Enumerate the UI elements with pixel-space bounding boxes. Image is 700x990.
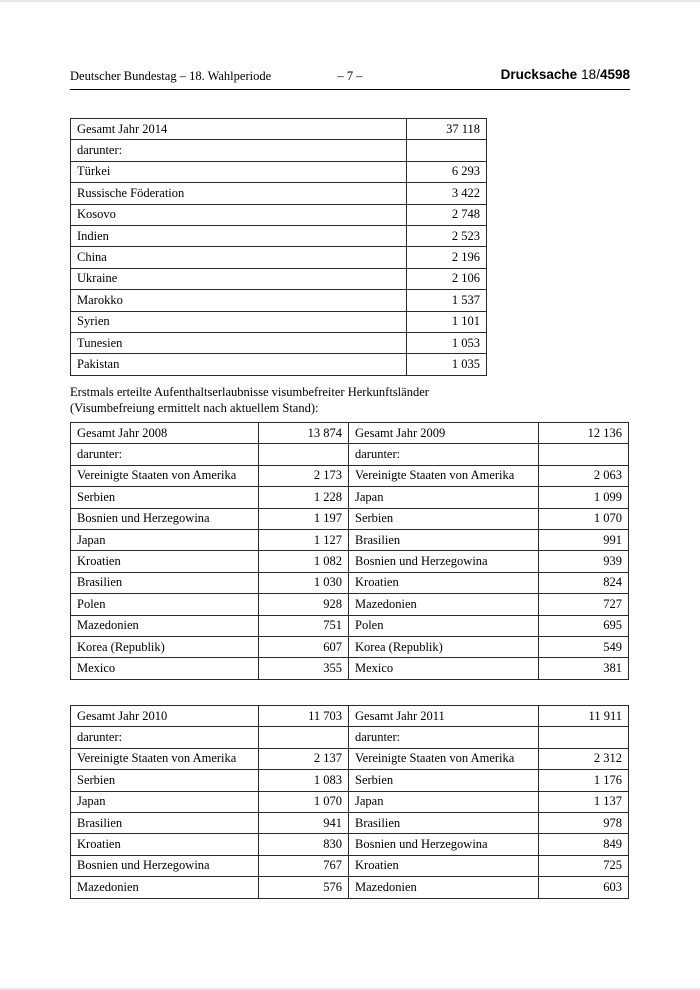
value-cell-left: 1 127 bbox=[259, 529, 349, 550]
country-cell-right: Brasilien bbox=[349, 812, 539, 833]
table-2014 bbox=[70, 118, 487, 376]
country-cell-left: Gesamt Jahr 2008 bbox=[71, 423, 259, 444]
country-cell-right: Korea (Republik) bbox=[349, 636, 539, 657]
country-cell-right: Vereinigte Staaten von Amerika bbox=[349, 748, 539, 769]
drucksache-session: 18/ bbox=[581, 67, 600, 82]
page-header bbox=[70, 68, 630, 86]
value-cell-right: 1 070 bbox=[539, 508, 629, 529]
value-cell-right: 2 063 bbox=[539, 465, 629, 486]
value-cell: 2 523 bbox=[407, 225, 487, 246]
country-cell: Tunesien bbox=[71, 332, 407, 353]
value-cell: 1 035 bbox=[407, 354, 487, 375]
country-cell-left: Bosnien und Herzegowina bbox=[71, 508, 259, 529]
table-row bbox=[71, 332, 487, 353]
country-cell-left: Korea (Republik) bbox=[71, 636, 259, 657]
value-cell-right bbox=[539, 444, 629, 465]
drucksache-label: Drucksache bbox=[500, 67, 578, 82]
value-cell-right bbox=[539, 727, 629, 748]
value-cell-right: 1 176 bbox=[539, 770, 629, 791]
country-cell-left: Brasilien bbox=[71, 812, 259, 833]
table-row bbox=[71, 183, 487, 204]
country-cell-right: Polen bbox=[349, 615, 539, 636]
country-cell-right: Bosnien und Herzegowina bbox=[349, 551, 539, 572]
value-cell: 2 106 bbox=[407, 268, 487, 289]
value-cell-right: 2 312 bbox=[539, 748, 629, 769]
country-cell-right: Mazedonien bbox=[349, 594, 539, 615]
header-drucksache bbox=[501, 67, 630, 82]
value-cell: 6 293 bbox=[407, 161, 487, 182]
value-cell: 1 053 bbox=[407, 332, 487, 353]
country-cell-left: Kroatien bbox=[71, 551, 259, 572]
value-cell-left: 928 bbox=[259, 594, 349, 615]
country-cell-left: Serbien bbox=[71, 770, 259, 791]
value-cell-right: 727 bbox=[539, 594, 629, 615]
value-cell-left: 1 228 bbox=[259, 487, 349, 508]
table-row bbox=[71, 225, 487, 246]
table-row bbox=[71, 161, 487, 182]
value-cell-left: 1 197 bbox=[259, 508, 349, 529]
country-cell-right: Vereinigte Staaten von Amerika bbox=[349, 465, 539, 486]
country-cell-right: Mazedonien bbox=[349, 877, 539, 898]
table-row bbox=[71, 727, 629, 748]
table-row bbox=[71, 855, 629, 876]
country-cell-left: darunter: bbox=[71, 727, 259, 748]
country-cell: Ukraine bbox=[71, 268, 407, 289]
table-row bbox=[71, 770, 629, 791]
country-cell: Gesamt Jahr 2014 bbox=[71, 119, 407, 140]
table-row bbox=[71, 444, 629, 465]
value-cell-right: 939 bbox=[539, 551, 629, 572]
country-cell-left: Mazedonien bbox=[71, 877, 259, 898]
table-row bbox=[71, 658, 629, 679]
country-cell: Syrien bbox=[71, 311, 407, 332]
table-row bbox=[71, 268, 487, 289]
country-cell-left: Mexico bbox=[71, 658, 259, 679]
country-cell: Kosovo bbox=[71, 204, 407, 225]
value-cell-right: 549 bbox=[539, 636, 629, 657]
table-row bbox=[71, 508, 629, 529]
country-cell-left: Polen bbox=[71, 594, 259, 615]
country-cell-left: Serbien bbox=[71, 487, 259, 508]
country-cell: darunter: bbox=[71, 140, 407, 161]
table-2014-body bbox=[71, 119, 487, 376]
table-row bbox=[71, 354, 487, 375]
header-publisher: Deutscher Bundestag – 18. Wahlperiode bbox=[70, 69, 272, 83]
table-row bbox=[71, 594, 629, 615]
country-cell-right: Brasilien bbox=[349, 529, 539, 550]
value-cell: 3 422 bbox=[407, 183, 487, 204]
table-row bbox=[71, 551, 629, 572]
table-row bbox=[71, 834, 629, 855]
value-cell: 1 101 bbox=[407, 311, 487, 332]
value-cell-right: 824 bbox=[539, 572, 629, 593]
value-cell-left: 576 bbox=[259, 877, 349, 898]
value-cell-right: 695 bbox=[539, 615, 629, 636]
table-2008-2009-body bbox=[71, 423, 629, 680]
value-cell-left: 941 bbox=[259, 812, 349, 833]
country-cell: Pakistan bbox=[71, 354, 407, 375]
value-cell-left: 830 bbox=[259, 834, 349, 855]
country-cell-right: Serbien bbox=[349, 770, 539, 791]
value-cell-right: 603 bbox=[539, 877, 629, 898]
table-row bbox=[71, 140, 487, 161]
value-cell-right: 11 911 bbox=[539, 706, 629, 727]
value-cell: 37 118 bbox=[407, 119, 487, 140]
value-cell-right: 1 137 bbox=[539, 791, 629, 812]
table-row bbox=[71, 791, 629, 812]
table-row bbox=[71, 877, 629, 898]
table-row bbox=[71, 204, 487, 225]
country-cell-left: Bosnien und Herzegowina bbox=[71, 855, 259, 876]
intro-paragraph bbox=[70, 385, 429, 416]
table-row bbox=[71, 119, 487, 140]
country-cell-left: darunter: bbox=[71, 444, 259, 465]
value-cell-right: 12 136 bbox=[539, 423, 629, 444]
value-cell-left bbox=[259, 444, 349, 465]
table-row bbox=[71, 636, 629, 657]
value-cell-left: 11 703 bbox=[259, 706, 349, 727]
page-edge-top bbox=[0, 0, 700, 2]
table-row bbox=[71, 529, 629, 550]
country-cell-left: Japan bbox=[71, 529, 259, 550]
value-cell-left: 767 bbox=[259, 855, 349, 876]
value-cell-left: 2 137 bbox=[259, 748, 349, 769]
intro-line-1: Erstmals erteilte Aufenthaltserlaubnisse visumbefreiter Herkunftsländer bbox=[70, 385, 429, 399]
value-cell-right: 725 bbox=[539, 855, 629, 876]
value-cell-left bbox=[259, 727, 349, 748]
value-cell-left: 13 874 bbox=[259, 423, 349, 444]
value-cell-left: 1 082 bbox=[259, 551, 349, 572]
header-rule bbox=[70, 89, 630, 90]
table-row bbox=[71, 465, 629, 486]
table-row bbox=[71, 572, 629, 593]
country-cell: Indien bbox=[71, 225, 407, 246]
value-cell-left: 355 bbox=[259, 658, 349, 679]
country-cell-right: Japan bbox=[349, 791, 539, 812]
table-2010-2011 bbox=[70, 705, 629, 899]
value-cell-right: 381 bbox=[539, 658, 629, 679]
table-row bbox=[71, 487, 629, 508]
value-cell: 2 748 bbox=[407, 204, 487, 225]
value-cell-left: 2 173 bbox=[259, 465, 349, 486]
country-cell-right: Kroatien bbox=[349, 855, 539, 876]
value-cell-left: 607 bbox=[259, 636, 349, 657]
country-cell-right: Gesamt Jahr 2011 bbox=[349, 706, 539, 727]
value-cell-left: 1 030 bbox=[259, 572, 349, 593]
value-cell-left: 1 083 bbox=[259, 770, 349, 791]
country-cell-right: Kroatien bbox=[349, 572, 539, 593]
country-cell-left: Vereinigte Staaten von Amerika bbox=[71, 748, 259, 769]
table-row bbox=[71, 615, 629, 636]
country-cell-left: Brasilien bbox=[71, 572, 259, 593]
value-cell-right: 978 bbox=[539, 812, 629, 833]
table-row bbox=[71, 812, 629, 833]
value-cell bbox=[407, 140, 487, 161]
value-cell-right: 991 bbox=[539, 529, 629, 550]
country-cell-left: Mazedonien bbox=[71, 615, 259, 636]
table-row bbox=[71, 748, 629, 769]
country-cell-right: Japan bbox=[349, 487, 539, 508]
value-cell: 1 537 bbox=[407, 290, 487, 311]
country-cell: Russische Föderation bbox=[71, 183, 407, 204]
value-cell-left: 751 bbox=[259, 615, 349, 636]
table-row bbox=[71, 423, 629, 444]
country-cell-right: Mexico bbox=[349, 658, 539, 679]
value-cell-right: 849 bbox=[539, 834, 629, 855]
country-cell-right: Gesamt Jahr 2009 bbox=[349, 423, 539, 444]
header-page-number: – 7 – bbox=[337, 69, 363, 83]
country-cell-left: Japan bbox=[71, 791, 259, 812]
country-cell: Marokko bbox=[71, 290, 407, 311]
table-row bbox=[71, 247, 487, 268]
country-cell-right: Bosnien und Herzegowina bbox=[349, 834, 539, 855]
table-row bbox=[71, 706, 629, 727]
country-cell-left: Kroatien bbox=[71, 834, 259, 855]
country-cell: Türkei bbox=[71, 161, 407, 182]
country-cell-left: Gesamt Jahr 2010 bbox=[71, 706, 259, 727]
table-2008-2009 bbox=[70, 422, 629, 680]
country-cell-right: darunter: bbox=[349, 727, 539, 748]
value-cell-right: 1 099 bbox=[539, 487, 629, 508]
country-cell-right: darunter: bbox=[349, 444, 539, 465]
country-cell-left: Vereinigte Staaten von Amerika bbox=[71, 465, 259, 486]
country-cell-right: Serbien bbox=[349, 508, 539, 529]
table-row bbox=[71, 290, 487, 311]
value-cell-left: 1 070 bbox=[259, 791, 349, 812]
table-row bbox=[71, 311, 487, 332]
drucksache-number: 4598 bbox=[599, 67, 630, 82]
value-cell: 2 196 bbox=[407, 247, 487, 268]
intro-line-2: (Visumbefreiung ermittelt nach aktuellem Stand): bbox=[70, 400, 319, 415]
country-cell: China bbox=[71, 247, 407, 268]
table-2010-2011-body bbox=[71, 706, 629, 899]
